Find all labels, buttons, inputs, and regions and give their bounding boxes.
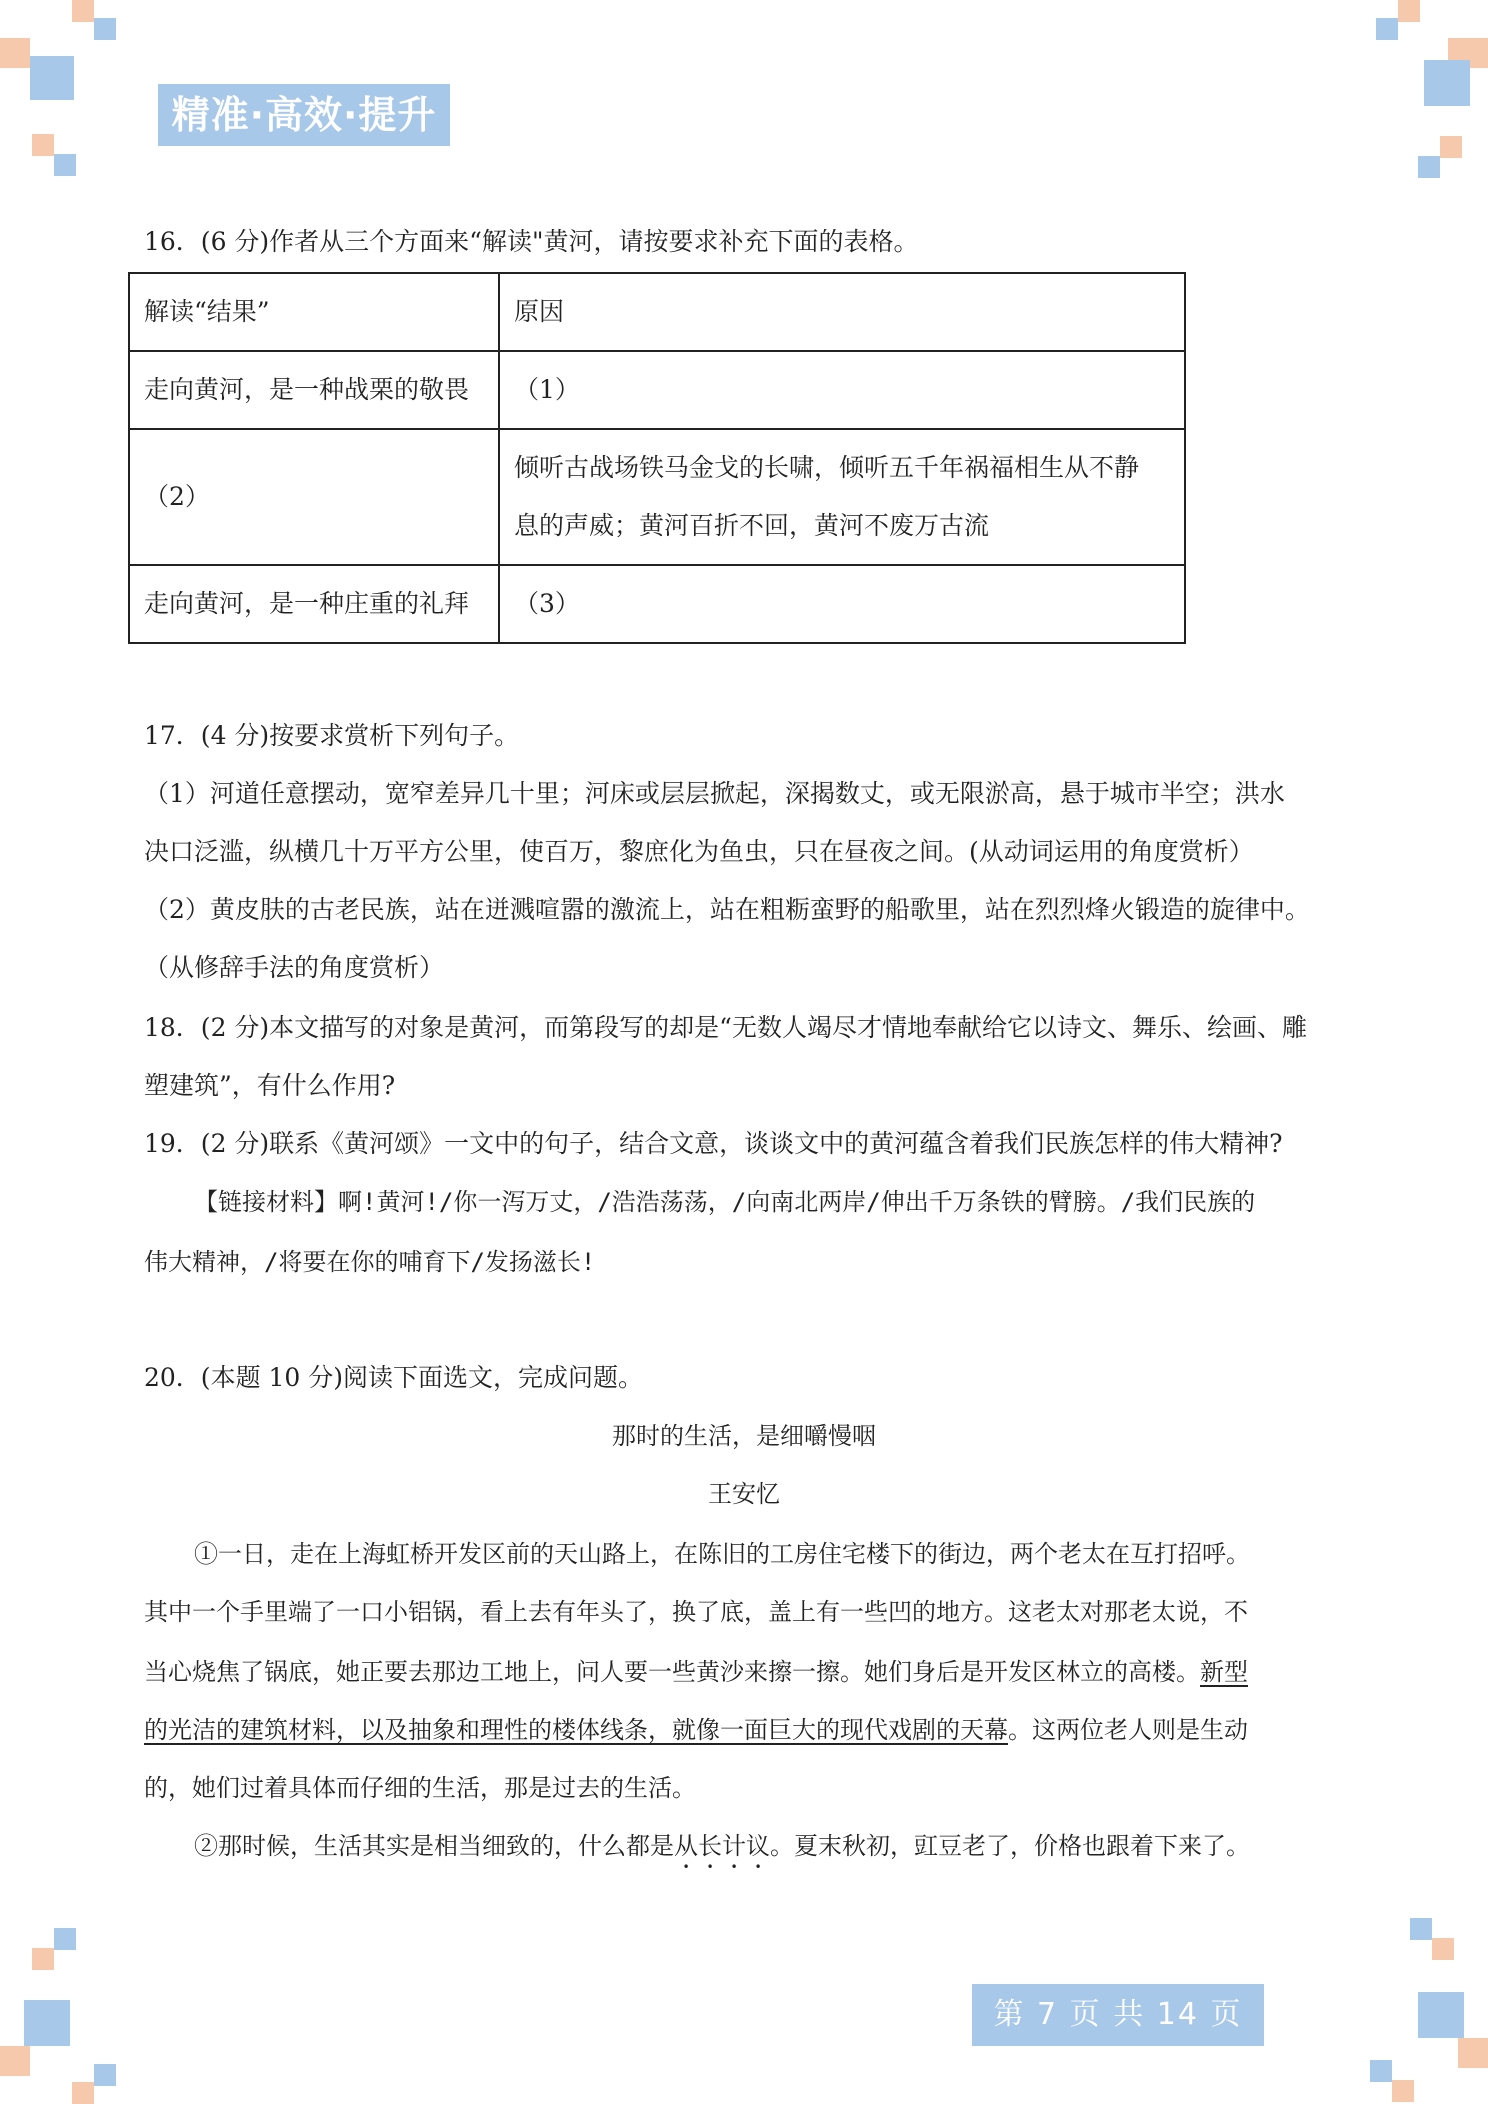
decor-square bbox=[1392, 2080, 1414, 2102]
q17-line: （2）黄皮肤的古老民族，站在迸溅喧嚣的激流上，站在粗粝蛮野的船歌里，站在烈烈烽火锻造的旋律中。 bbox=[144, 895, 1310, 924]
paragraph-1-line bbox=[144, 1714, 1248, 1746]
decor-square bbox=[72, 0, 94, 22]
decor-square bbox=[1440, 136, 1462, 158]
article-author: 王安忆 bbox=[708, 1480, 780, 1508]
decor-square bbox=[54, 154, 76, 176]
decor-square bbox=[1418, 1992, 1464, 2038]
q19-prompt: 19．(2 分)联系《黄河颂》一文中的句子，结合文意，谈谈文中的黄河蕴含着我们民族怎样的伟大精神? bbox=[144, 1129, 1283, 1158]
q17-line: 决口泛滥，纵横几十万平方公里，使百万，黎庶化为鱼虫，只在昼夜之间。(从动词运用的角度赏析） bbox=[144, 837, 1254, 866]
decor-square bbox=[0, 2046, 30, 2076]
q17-line: （1）河道任意摆动，宽窄差异几十里；河床或层层掀起，深揭数丈，或无限淤高，悬于城市半空；洪水 bbox=[144, 779, 1285, 808]
underlined-text: 的光洁的建筑材料，以及抽象和理性的楼体线条，就像一面巨大的现代戏剧的天幕 bbox=[144, 1716, 1008, 1744]
table-header-cell: 解读“结果” bbox=[129, 273, 499, 351]
decor-square bbox=[30, 56, 74, 100]
table-cell-reason: （1） bbox=[499, 351, 1185, 429]
q20-prompt: 20．(本题 10 分)阅读下面选文，完成问题。 bbox=[144, 1363, 644, 1392]
decor-square bbox=[94, 2064, 116, 2086]
q19-material-line: 【链接材料】啊!黄河!/你一泻万丈，/浩浩荡荡，/向南北两岸/伸出千万条铁的臂膀。/我们民族的 bbox=[194, 1188, 1256, 1216]
decor-square bbox=[24, 2000, 70, 2046]
decor-square bbox=[1370, 2060, 1392, 2082]
decor-square bbox=[1432, 1938, 1454, 1960]
decor-square bbox=[1376, 18, 1398, 40]
decor-square bbox=[0, 38, 30, 68]
q17-prompt: 17．(4 分)按要求赏析下列句子。 bbox=[144, 721, 520, 750]
paragraph-text: ②那时候，生活其实是相当细致的，什么都是 bbox=[194, 1832, 674, 1860]
page-indicator: 第 7 页 共 14 页 bbox=[972, 1984, 1264, 2046]
table-cell-reason bbox=[499, 429, 1185, 565]
paragraph-1-line: ①一日，走在上海虹桥开发区前的天山路上，在陈旧的工房住宅楼下的街边，两个老太在互打招呼。 bbox=[194, 1540, 1250, 1568]
q17-line: （从修辞手法的角度赏析） bbox=[144, 953, 445, 982]
q16-table bbox=[128, 272, 1186, 644]
reason-line: 息的声威；黄河百折不回，黄河不废万古流 bbox=[514, 511, 990, 540]
article-title: 那时的生活，是细嚼慢咽 bbox=[612, 1422, 876, 1450]
table-row bbox=[129, 565, 1185, 643]
decor-square bbox=[94, 18, 116, 40]
table-cell-result: 走向黄河，是一种庄重的礼拜 bbox=[129, 565, 499, 643]
paragraph-1-line bbox=[144, 1656, 1248, 1688]
decor-square bbox=[1424, 60, 1470, 106]
decor-square bbox=[1418, 156, 1440, 178]
paragraph-text: 当心烧焦了锅底，她正要去那边工地上，问人要一些黄沙来擦一擦。她们身后是开发区林立的高楼。 bbox=[144, 1658, 1200, 1686]
paragraph-1-line: 其中一个手里端了一口小铝锅，看上去有年头了，换了底，盖上有一些凹的地方。这老太对那老太说，不 bbox=[144, 1598, 1248, 1626]
table-cell-result: 走向黄河，是一种战栗的敬畏 bbox=[129, 351, 499, 429]
q19-material-line: 伟大精神，/将要在你的哺育下/发扬滋长! bbox=[144, 1248, 596, 1276]
paragraph-text: 。夏末秋初，豇豆老了，价格也跟着下来了。 bbox=[770, 1832, 1250, 1860]
decor-square bbox=[32, 1948, 54, 1970]
paragraph-text: 。这两位老人则是生动 bbox=[1008, 1716, 1248, 1744]
paragraph-2-line bbox=[194, 1830, 1250, 1874]
table-row bbox=[129, 273, 1185, 351]
brand-banner: 精准·高效·提升 bbox=[158, 84, 450, 146]
underlined-text: 新型 bbox=[1200, 1658, 1248, 1686]
decor-square bbox=[54, 1928, 76, 1950]
table-row bbox=[129, 351, 1185, 429]
reason-line: 倾听古战场铁马金戈的长啸，倾听五千年祸福相生从不静 bbox=[514, 453, 1140, 482]
emphasized-text: 从长计议 bbox=[674, 1832, 770, 1860]
q18-line: 塑建筑”，有什么作用? bbox=[144, 1071, 396, 1100]
table-cell-reason: （3） bbox=[499, 565, 1185, 643]
decor-square bbox=[32, 134, 54, 156]
decor-square bbox=[1410, 1918, 1432, 1940]
table-cell-result: （2） bbox=[129, 429, 499, 565]
decor-square bbox=[1398, 0, 1420, 22]
decor-square bbox=[1458, 2038, 1488, 2068]
paragraph-1-line: 的，她们过着具体而仔细的生活，那是过去的生活。 bbox=[144, 1774, 696, 1802]
table-row bbox=[129, 429, 1185, 565]
decor-square bbox=[72, 2082, 94, 2104]
q16-prompt: 16．(6 分)作者从三个方面来“解读"黄河，请按要求补充下面的表格。 bbox=[144, 227, 919, 256]
q18-line: 18．(2 分)本文描写的对象是黄河，而第段写的却是“无数人竭尽才情地奉献给它以诗文、舞乐、绘画、雕 bbox=[144, 1013, 1307, 1042]
table-header-cell: 原因 bbox=[499, 273, 1185, 351]
